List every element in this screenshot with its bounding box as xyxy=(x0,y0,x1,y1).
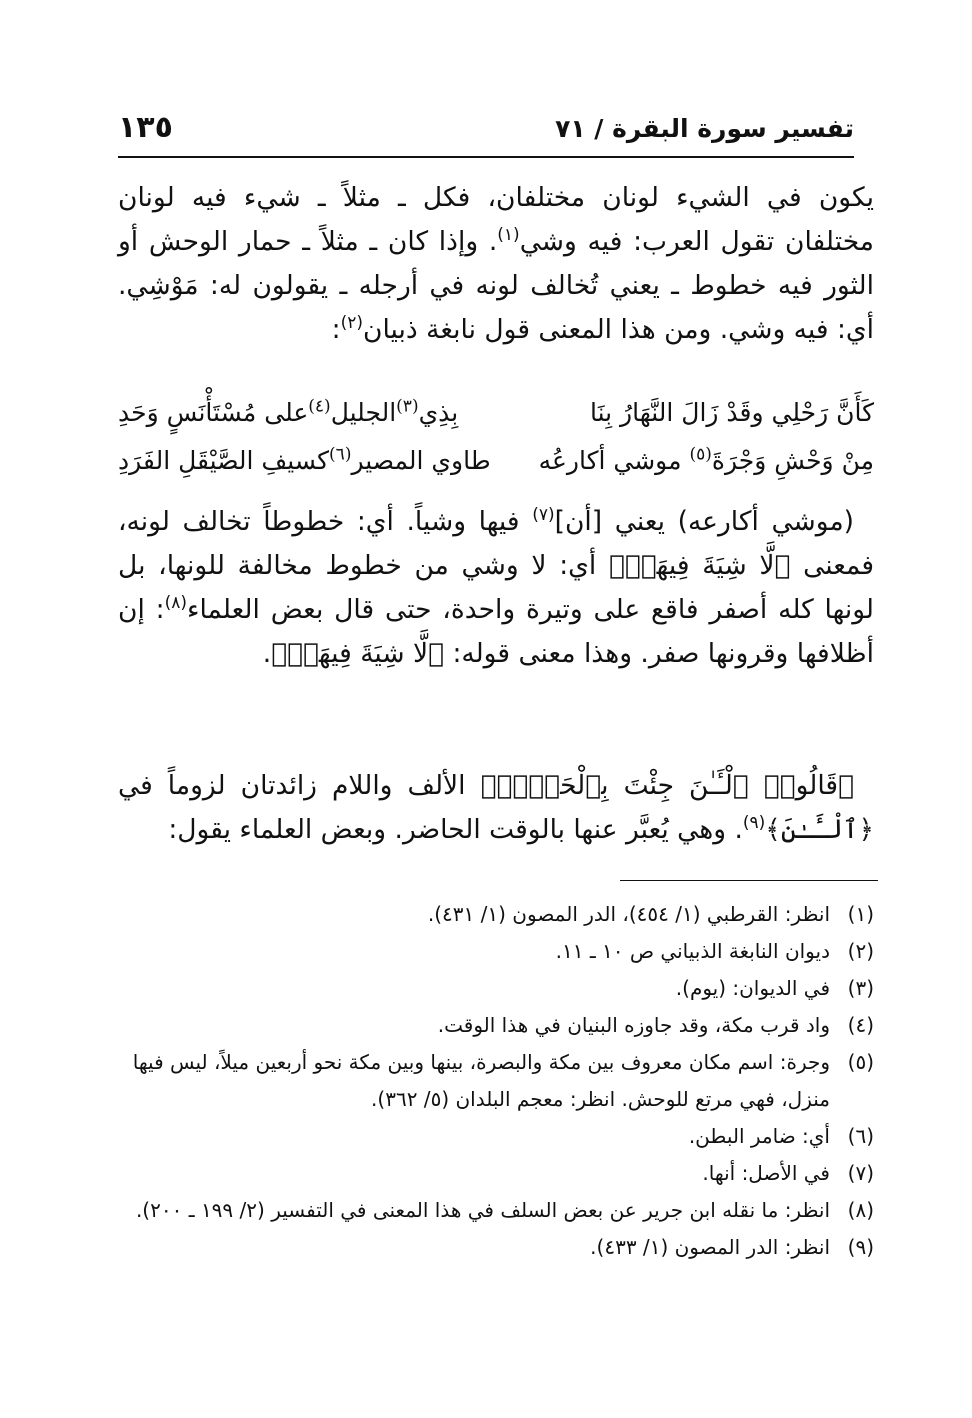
footnote-text: في الديوان: (يوم). xyxy=(675,976,830,1000)
footnote-number: (٣) xyxy=(847,976,874,1000)
footnote-ref-4: (٤) xyxy=(308,396,331,417)
footnote-number: (٩) xyxy=(847,1235,874,1259)
para3-a: الألف واللام زائدتان لزوماً في xyxy=(118,770,481,801)
footnote-text: في الأصل: أنها. xyxy=(702,1161,830,1185)
quran-quote-3: ﴿قَالُوا۟ ٱلْـَٔـٰنَ جِئْتَ بِٱلْحَقِّۚ﴾ xyxy=(480,770,854,801)
paragraph-3 xyxy=(118,764,874,852)
verse2-first-hemistich xyxy=(539,446,874,475)
footnote-text: انظر: ما نقله ابن جرير عن بعض السلف في هذا المعنى في التفسير (٢/ ١٩٩ ـ ٢٠٠). xyxy=(135,1198,830,1222)
footnote-text: انظر: الدر المصون (١/ ٤٣٣). xyxy=(590,1235,830,1259)
footnote-ref-2: (٢) xyxy=(340,313,364,334)
para1-line4b: : xyxy=(331,314,341,345)
footnote-number: (٦) xyxy=(847,1124,874,1148)
verse2-first-b: موشي أكارعُه xyxy=(538,446,690,475)
footnote-ref-5: (٥) xyxy=(689,444,712,465)
footnote-number: (١) xyxy=(847,902,874,926)
para2-b: فيها وشياً. أي: خطوطاً تخالف لونه، فمعنى xyxy=(118,506,875,581)
footnote-text: ديوان النابغة الذبياني ص ١٠ ـ ١١. xyxy=(555,939,830,963)
footnote-text: أي: ضامر البطن. xyxy=(688,1124,830,1148)
para1-line3a: الوحش أو الثور فيه خطوط ـ يعني xyxy=(118,226,874,301)
poem-verse-2 xyxy=(118,442,874,490)
verse2-second-a: طاوي المصير xyxy=(351,446,491,475)
para1-line1: يكون في الشيء لونان مختلفان، فكل ـ مثلاً ـ شيء فيه لونان xyxy=(118,182,874,213)
verse2-second-b: كسيفِ الصَّيْقَلِ الفَرَدِ xyxy=(118,446,330,475)
footnote-ref-8: (٨) xyxy=(164,593,188,614)
footnote-1 xyxy=(118,896,874,933)
page-number: ١٣٥ xyxy=(118,110,173,145)
footnote-number: (٨) xyxy=(847,1198,874,1222)
para1-line3c: لونه في أرجله ـ يقولون xyxy=(252,270,531,301)
footnote-number: (٤) xyxy=(847,1013,874,1037)
footnote-6 xyxy=(118,1118,874,1155)
verse1-second-hemistich xyxy=(118,398,458,427)
para2-c: أي: لا وشي من خطوط مخالفة للونها، بل لونها كله أصفر فاقع على وتيرة واحدة، حتى قال بعض العلماء xyxy=(118,550,874,625)
footnote-text: انظر: القرطبي (١/ ٤٥٤)، الدر المصون (١/ ٤٣١). xyxy=(427,902,830,926)
footnote-ref-6: (٦) xyxy=(329,444,352,465)
footnote-8 xyxy=(118,1192,874,1229)
footnote-number: (٧) xyxy=(847,1161,874,1185)
para3-b: . وهي يُعبَّر عنها بالوقت الحاضر. وبعض العلماء يقول: xyxy=(168,814,743,845)
footnote-ref-1: (١) xyxy=(497,225,520,246)
quran-quote-4: ﴿ٱلْـَٔـٰنَ﴾ xyxy=(765,814,874,845)
footnote-2 xyxy=(118,933,874,970)
footnote-7 xyxy=(118,1155,874,1192)
para2-d: : إن أظلافها وقرونها صفر. وهذا معنى قوله: xyxy=(118,594,874,669)
para2-a: (موشي أكارعه) يعني [أن] xyxy=(554,506,854,537)
verse2-first-a: مِنْ وَحْشِ وَجْرَةَ xyxy=(711,446,874,475)
paragraph-1 xyxy=(118,176,874,352)
para2-e: . xyxy=(262,638,272,669)
footnote-3 xyxy=(118,970,874,1007)
footnotes xyxy=(118,896,874,1266)
verse1-second-a: بِذِي xyxy=(418,398,459,427)
para1-line2b: . وإذا كان ـ مثلاً ـ حمار xyxy=(238,226,498,257)
page-header xyxy=(118,108,854,158)
para1-line2a: مختلفان تقول العرب: فيه وشي xyxy=(519,226,874,257)
footnote-ref-3: (٣) xyxy=(396,396,419,417)
running-title: تفسير سورة البقرة / ٧١ xyxy=(555,114,854,143)
footnote-separator xyxy=(620,880,878,881)
footnote-text: واد قرب مكة، وقد جاوزه البنيان في هذا الوقت. xyxy=(437,1013,830,1037)
para1-line3b: تُخالف xyxy=(530,270,599,301)
verse1-first-hemistich: كَأَنَّ رَحْلِي وقَدْ زَالَ النَّهَارُ بِنَا xyxy=(589,398,874,427)
footnote-4 xyxy=(118,1007,874,1044)
footnote-ref-9: (٩) xyxy=(742,813,766,834)
verse1-second-b: الجليل xyxy=(330,398,397,427)
footnote-text: وجرة: اسم مكان معروف بين مكة والبصرة، بينها وبين مكة نحو أربعين ميلاً، ليس فيها منزل، فهي مرتع للوحش. انظر: معجم البلدان (٥/ ٣٦٢). xyxy=(132,1050,830,1111)
footnote-number: (٢) xyxy=(847,939,874,963)
footnote-number: (٥) xyxy=(847,1050,874,1074)
poem xyxy=(118,394,874,490)
verse2-second-hemistich xyxy=(118,446,491,475)
quran-quote-2: ﴿لَّا شِيَةَ فِيهَاۚ﴾ xyxy=(271,638,445,669)
footnote-ref-7: (٧) xyxy=(532,505,555,526)
para1-line4a: له: مَوْشِي. أي: فيه وشي. ومن هذا المعنى قول نابغة ذبيان xyxy=(118,270,874,345)
verse1-second-c: على مُسْتَأْنَسٍ وَحَدِ xyxy=(118,398,309,427)
footnote-9 xyxy=(118,1229,874,1266)
paragraph-2 xyxy=(118,500,874,676)
footnote-5 xyxy=(118,1044,874,1118)
poem-verse-1 xyxy=(118,394,874,442)
quran-quote-1: ﴿لَّا شِيَةَ فِيهَاۚ﴾ xyxy=(608,550,791,581)
